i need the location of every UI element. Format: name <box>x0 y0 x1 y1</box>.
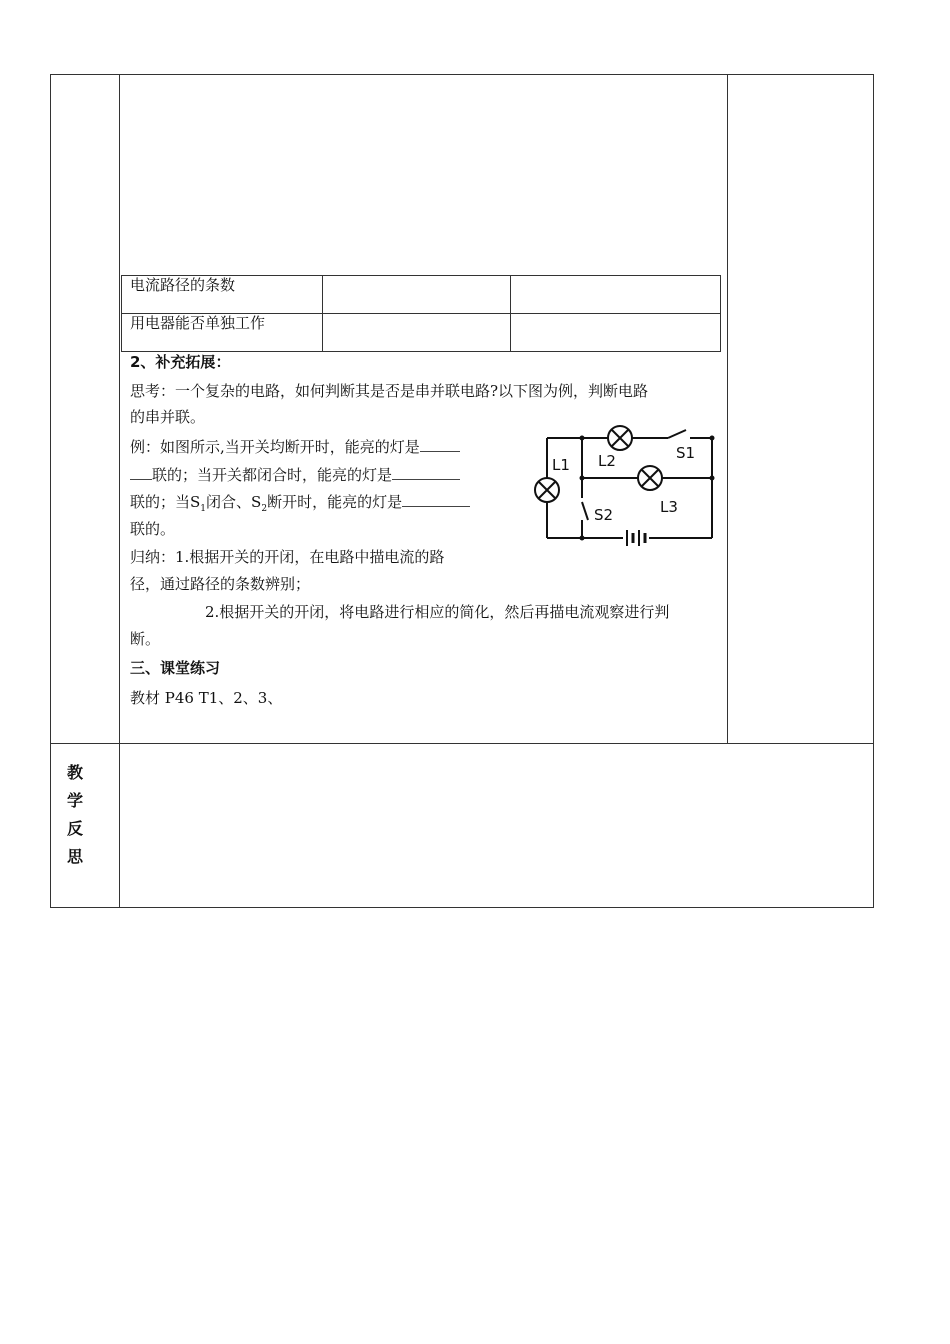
column-divider-right <box>727 74 728 744</box>
switch-s2 <box>582 502 588 520</box>
reflection-char-1: 教 <box>67 763 84 782</box>
answer-blank-1b[interactable] <box>130 465 152 480</box>
table-row-label-independent: 用电器能否单独工作 <box>130 314 266 332</box>
label-s1: S1 <box>676 444 696 462</box>
circuit-diagram <box>520 420 725 550</box>
comparison-table-col-divider-2 <box>510 275 511 352</box>
lamp-l3-cross <box>642 470 658 486</box>
example-line-2 <box>130 465 460 485</box>
switch-s2-label: S <box>251 493 262 511</box>
section-3-heading: 三、课堂练习 <box>130 659 221 677</box>
label-l3: L3 <box>660 498 678 516</box>
answer-blank-3[interactable] <box>402 492 470 507</box>
label-s2: S2 <box>594 506 614 524</box>
comparison-table-col-divider-1 <box>322 275 323 352</box>
switch-s1-label: S <box>190 493 201 511</box>
example-line-1 <box>130 437 460 457</box>
example-line-4: 联的。 <box>130 520 176 538</box>
junction-5 <box>710 436 715 441</box>
junction-3 <box>710 476 715 481</box>
summary-line-3: 2.根据开关的开闭，将电路进行相应的简化，然后再描电流观察进行判 <box>205 603 670 621</box>
table-row-label-paths: 电流路径的条数 <box>130 276 236 294</box>
example-line-3-mid: 闭合、 <box>206 493 252 511</box>
reflection-char-3: 反 <box>67 819 84 838</box>
switch-s1-sub: 1 <box>200 504 207 514</box>
junction-1 <box>580 436 585 441</box>
switch-s2-sub: 2 <box>261 504 268 514</box>
label-l2: L2 <box>598 452 616 470</box>
example-line-3 <box>130 492 470 519</box>
switch-s1 <box>668 430 686 438</box>
section-2-heading: 2、补充拓展： <box>130 353 231 371</box>
lesson-table <box>50 74 874 908</box>
label-l1: L1 <box>552 456 570 474</box>
think-line-2: 的串并联。 <box>130 408 206 426</box>
think-line-1: 思考：一个复杂的电路，如何判断其是否是串并联电路?以下图为例，判断电路 <box>130 382 649 400</box>
summary-line-2: 径，通过路径的条数辨别； <box>130 575 311 593</box>
reflection-char-4: 思 <box>67 847 84 866</box>
answer-blank-2[interactable] <box>392 465 460 480</box>
summary-line-4: 断。 <box>130 630 161 648</box>
exercise-line: 教材 P46 T1、2、3、 <box>130 689 283 707</box>
row-divider <box>50 743 874 744</box>
lamp-l2-cross <box>612 430 628 446</box>
example-line-3-suffix: 断开时，能亮的灯是 <box>267 493 403 511</box>
lamp-l1-cross <box>539 482 555 498</box>
answer-blank-1a[interactable] <box>420 437 460 452</box>
reflection-char-2: 学 <box>67 791 84 810</box>
junction-2 <box>580 476 585 481</box>
junction-4 <box>580 536 585 541</box>
example-line-1-text: 例：如图所示,当开关均断开时，能亮的灯是 <box>130 438 420 456</box>
example-line-3-prefix: 联的；当 <box>130 493 191 511</box>
example-line-2-text: 联的；当开关都闭合时，能亮的灯是 <box>152 466 393 484</box>
summary-line-1: 归纳：1.根据开关的开闭，在电路中描电流的路 <box>130 548 445 566</box>
column-divider-left <box>119 74 120 908</box>
